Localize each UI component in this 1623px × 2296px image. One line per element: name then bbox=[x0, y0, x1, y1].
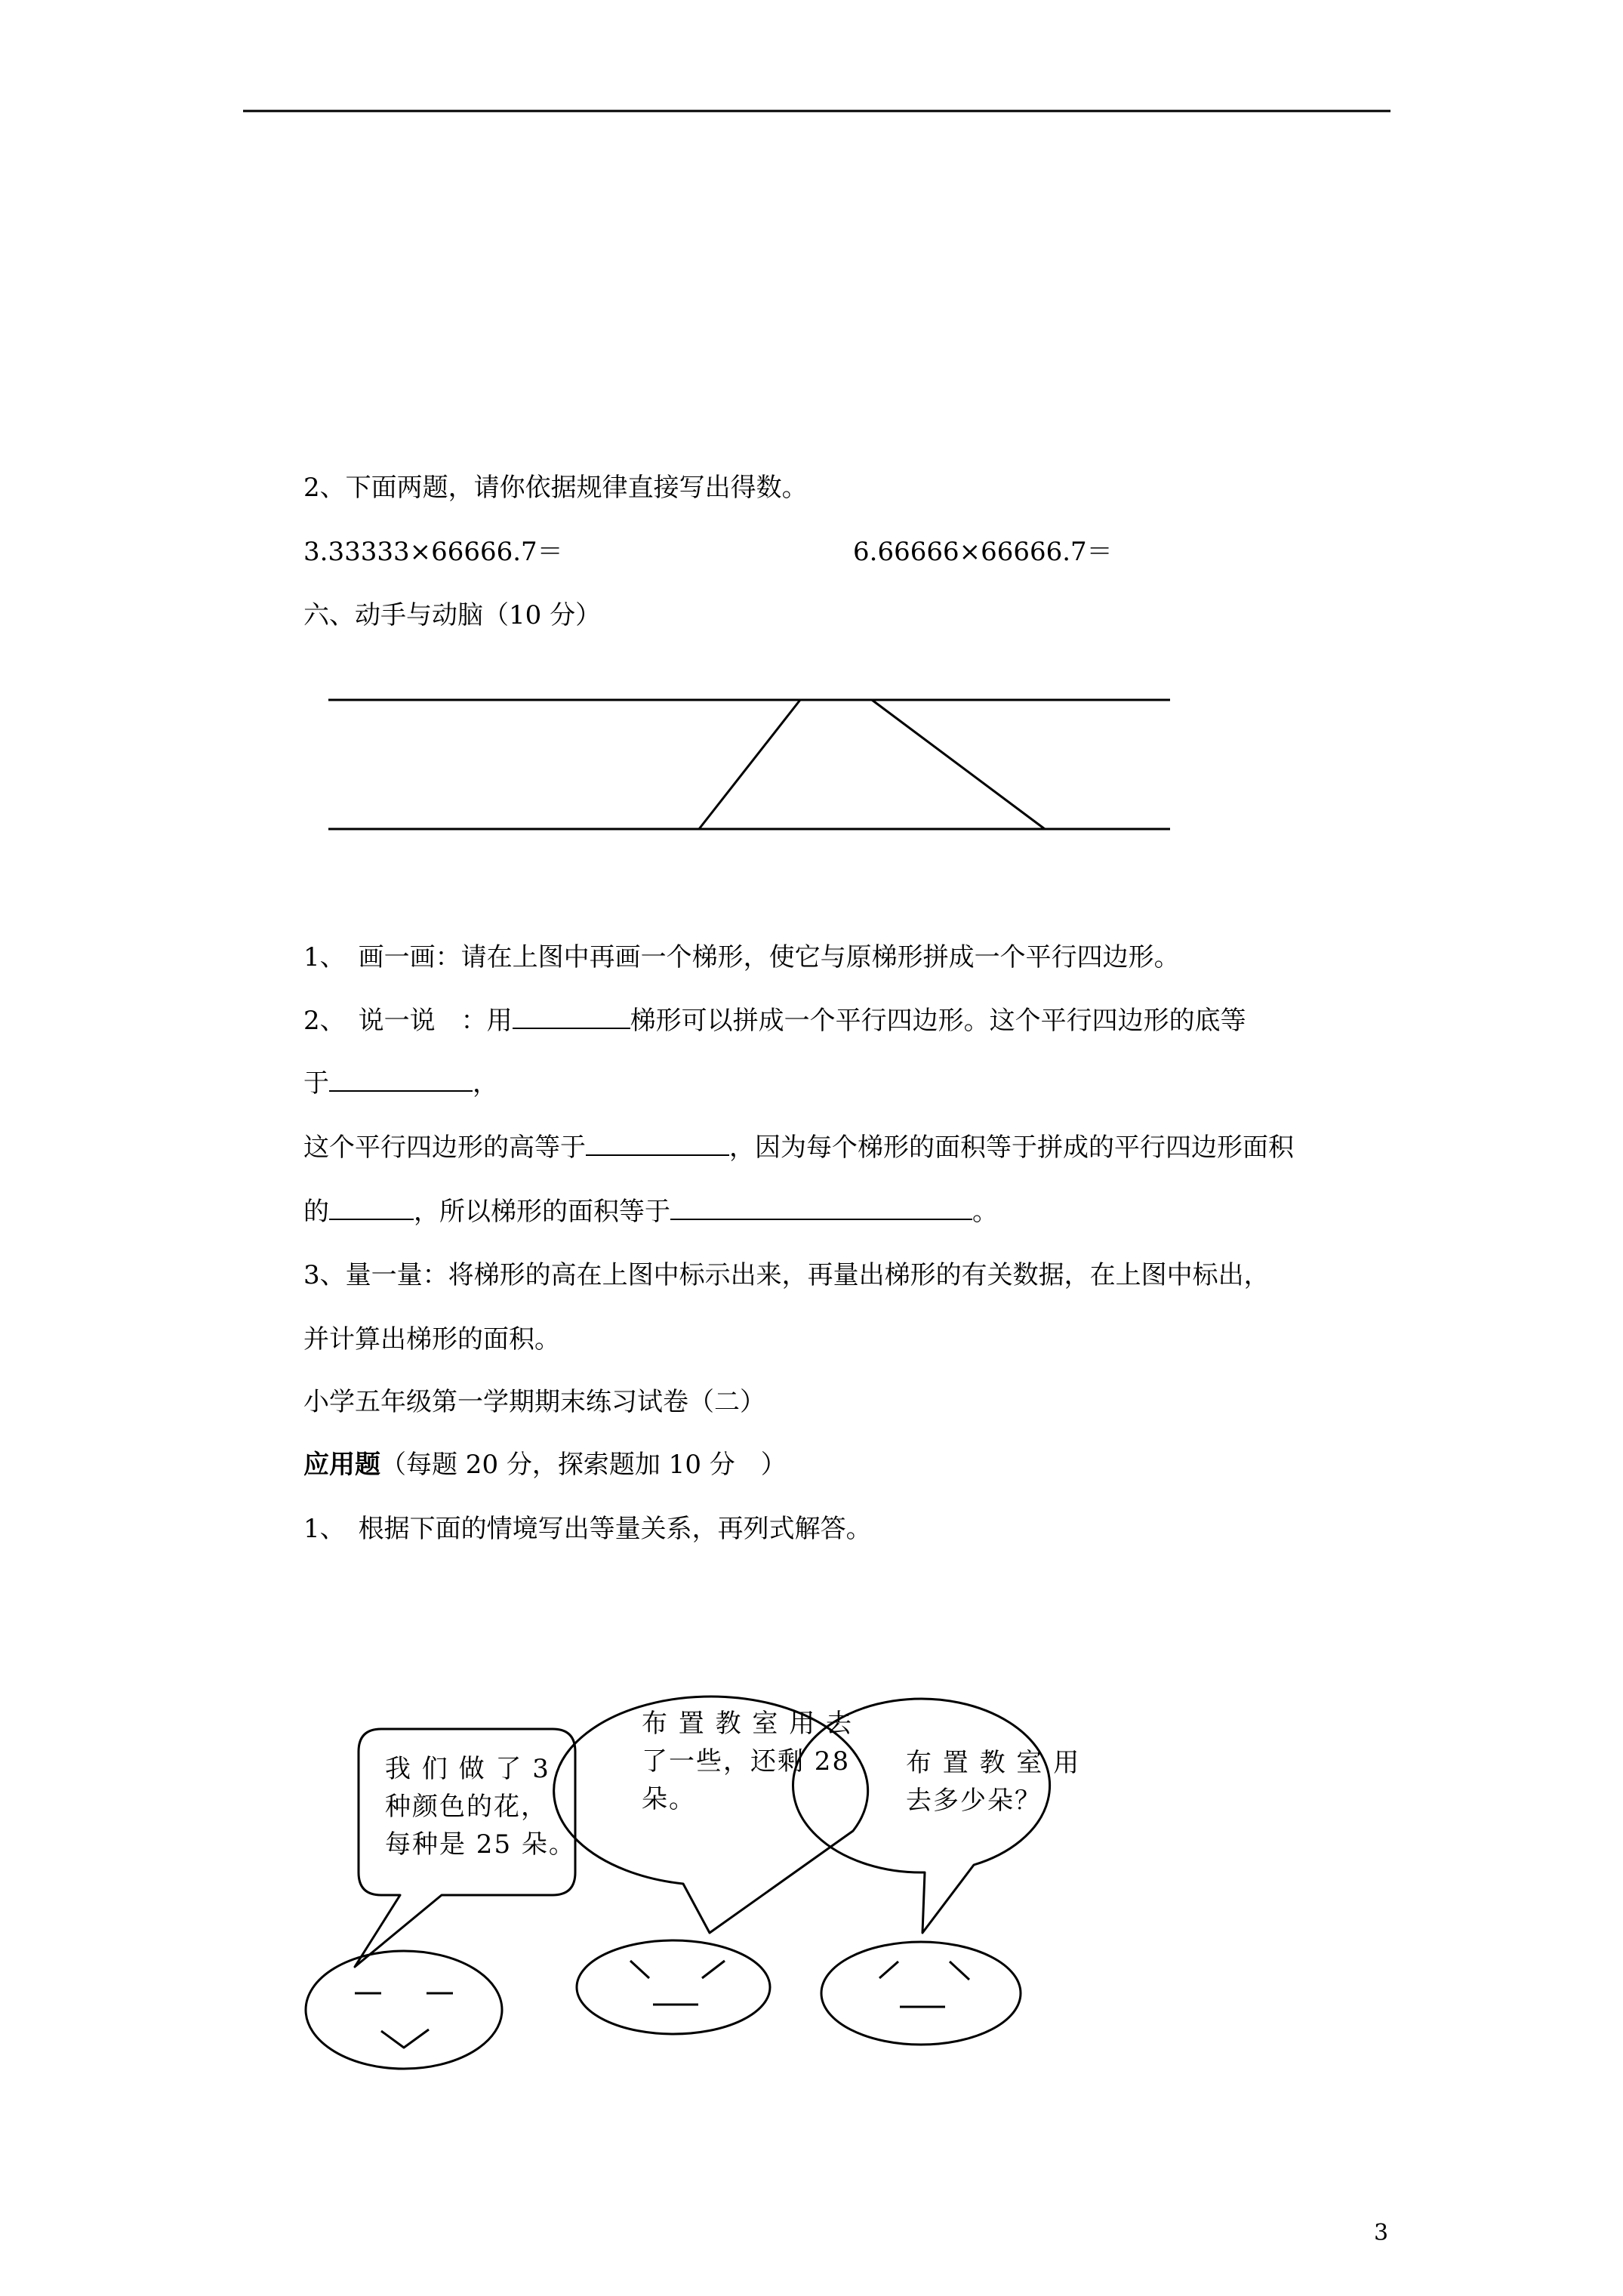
item2-text-f: ，因为每个梯形的面积等于拼成的平行四边形面积 bbox=[729, 1133, 1294, 1163]
item2-text-d: ， bbox=[473, 1068, 498, 1099]
expression-right: 6.66666×66666.7＝ bbox=[853, 537, 1113, 567]
bubble-2-line-1: 布 置 教 室 用 去 bbox=[642, 1709, 854, 1739]
item2-text-c: 于 bbox=[303, 1068, 329, 1099]
bubble-2-line-2: 了一些，还剩 28 bbox=[642, 1746, 851, 1777]
bubble-1-line-1: 我 们 做 了 3 bbox=[385, 1754, 550, 1784]
face-left-mouth bbox=[381, 2029, 429, 2048]
page-number: 3 bbox=[1374, 2220, 1389, 2246]
section-heading-rest: （每题 20 分，探索题加 10 分 ） bbox=[380, 1450, 787, 1480]
face-middle-eye-right bbox=[702, 1961, 725, 1978]
item2-text-a: 2、 说一说 ：用 bbox=[303, 1006, 513, 1036]
section-6-item-3-line-2: 并计算出梯形的面积。 bbox=[303, 1324, 560, 1354]
item2-text-b: 梯形可以拼成一个平行四边形。这个平行四边形的底等 bbox=[630, 1006, 1246, 1036]
bubble-2-line-3: 朵。 bbox=[642, 1784, 696, 1814]
face-middle-eye-left bbox=[630, 1961, 649, 1978]
question-2-intro: 2、下面两题，请你依据规律直接写出得数。 bbox=[303, 473, 808, 503]
bubble-3-line-2: 去多少朵？ bbox=[906, 1786, 1042, 1816]
expression-left: 3.33333×66666.7＝ bbox=[303, 537, 563, 567]
speech-bubble-2-text bbox=[642, 1705, 853, 1818]
exam-2-title: 小学五年级第一学期期末练习试卷（二） bbox=[303, 1387, 765, 1417]
bubble-3-line-1: 布 置 教 室 用 bbox=[906, 1748, 1081, 1778]
item2-text-e: 这个平行四边形的高等于 bbox=[303, 1133, 586, 1163]
section-6-title: 六、动手与动脑（10 分） bbox=[303, 600, 602, 630]
section-6-item-1: 1、 画一画：请在上图中再画一个梯形，使它与原梯形拼成一个平行四边形。 bbox=[303, 942, 1180, 972]
item2-text-h: ，所以梯形的面积等于 bbox=[414, 1197, 670, 1227]
bubble-1-line-2: 种颜色的花， bbox=[385, 1792, 548, 1822]
face-middle bbox=[577, 1940, 770, 2034]
section-6-item-3-line-1: 3、量一量：将梯形的高在上图中标示出来，再量出梯形的有关数据，在上图中标出， bbox=[303, 1260, 1270, 1290]
face-right bbox=[821, 1942, 1021, 2045]
face-right-eye-right bbox=[950, 1962, 969, 1980]
exam-2-question-1: 1、 根据下面的情境写出等量关系，再列式解答。 bbox=[303, 1514, 872, 1544]
speech-bubble-1-text bbox=[385, 1750, 576, 1863]
item2-text-i: 。 bbox=[972, 1197, 998, 1227]
speech-bubble-3-text bbox=[906, 1744, 1080, 1820]
face-left bbox=[306, 1951, 502, 2069]
bubble-1-line-3: 每种是 25 朵。 bbox=[385, 1829, 576, 1860]
item2-text-g: 的 bbox=[303, 1197, 329, 1227]
section-heading-bold: 应用题 bbox=[303, 1450, 380, 1480]
face-right-eye-left bbox=[879, 1962, 898, 1978]
